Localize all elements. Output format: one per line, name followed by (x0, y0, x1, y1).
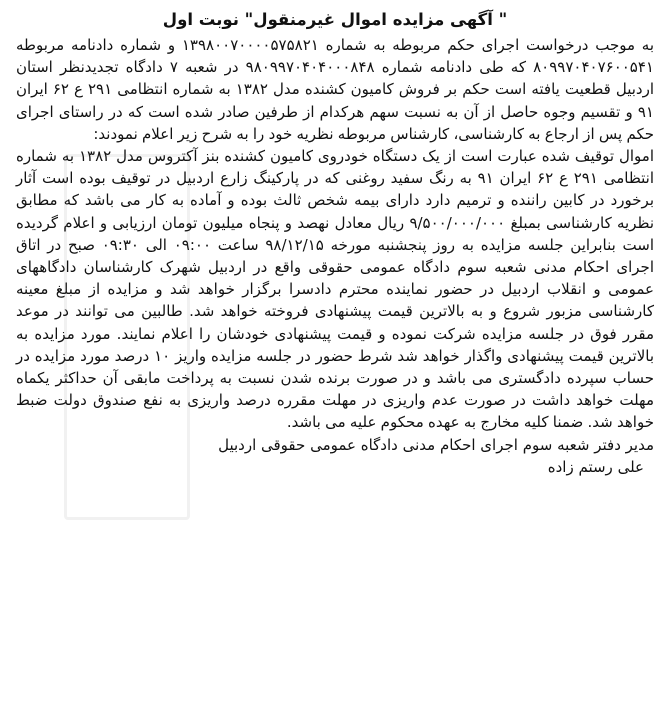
auction-notice (4, 4, 664, 704)
notice-paragraph-1: به موجب درخواست اجرای حکم مربوطه به شماره ۱۳۹۸۰۰۷۰۰۰۰۵۷۵۸۲۱ و شماره دادنامه مربوطه ۸۰۹۹۷۰۴۰۷۶۰۰۵۴۱ که طی دادنامه شماره ۹۸۰۹۹۷۰۴۰۴۰۰۰۸۴۸ در شعبه ۷ دادگاه تجدیدنظر استان اردبیل قطعیت یافته است حکم بر فروش کامیون کشنده مدل ۱۳۸۲ به شماره انتظامی ۲۹۱ ع ۶۲ ایران ۹۱ و تقسیم وجوه حاصل از آن به نسبت سهم هرکدام از طرفین صادر شده است که در راستای اجرای حکم پس از ارجاع به کارشناسی، کارشناس مربوطه نظریه خود را به شرح زیر اعلام نمودند: (16, 36, 654, 143)
notice-title: " آگهی مزایده اموال غیرمنقول" نوبت اول (162, 10, 508, 29)
signature-title: مدیر دفتر شعبه سوم اجرای احکام مدنی دادگاه عمومی حقوقی اردبیل (218, 435, 654, 454)
notice-paragraph-2: اموال توقیف شده عبارت است از یک دستگاه خودروی کامیون کشنده بنز آکتروس مدل ۱۳۸۲ به شماره انتظامی ۲۹۱ ع ۶۲ ایران ۹۱ به رنگ سفید روغنی که در پارکینگ زارع اردبیل در توقیف بوده است آثار برخورد در کابین راننده و ترمیم دارد دارای بیمه شخص ثالث بوده و آماده به کار می باشد که مطابق نظریه کارشناسی بمبلغ ۹/۵۰۰/۰۰۰/۰۰۰ ریال معادل نهصد و پنجاه میلیون تومان ارزیابی و اعلام گردیده است بنابراین جلسه مزایده به روز پنجشنبه مورخه ۹۸/۱۲/۱۵ ساعت ۰۹:۰۰ الی ۰۹:۳۰ صبح در اتاق اجرای احکام مدنی شعبه سوم دادگاه عمومی حقوقی واقع در اردبیل شهرک کارشناسان دادگاههای عمومی و انقلاب اردبیل در حضور نماینده محترم دادسرا برگزار خواهد شد و مزایده از مبلغ معینه کارشناسی مزبور شروع و به بالاترین قیمت پیشنهادی فروخته خواهد شد. طالبین می توانند در موعد مقرر فوق در جلسه مزایده شرکت نموده و قیمت پیشنهادی خودشان را اعلام نمایند. مورد مزایده به بالاترین قیمت پیشنهادی واگذار خواهد شد شرط حضور در جلسه مزایده واریز ۱۰ درصد مورد مزایده در حساب سپرده دادگستری می باشد و در صورت برنده شدن نسبت به پرداخت مابقی آن حداکثر یکماه مهلت خواهد داشت در صورت عدم واریزی در مهلت مقرره درصد واریزی به نفع صندوق دولت ضبط خواهد شد. ضمنا کلیه مخارج به عهده محکوم علیه می باشد. (16, 147, 655, 432)
signature-name: علی رستم زاده (547, 457, 644, 476)
watermark-frame (64, 154, 190, 520)
